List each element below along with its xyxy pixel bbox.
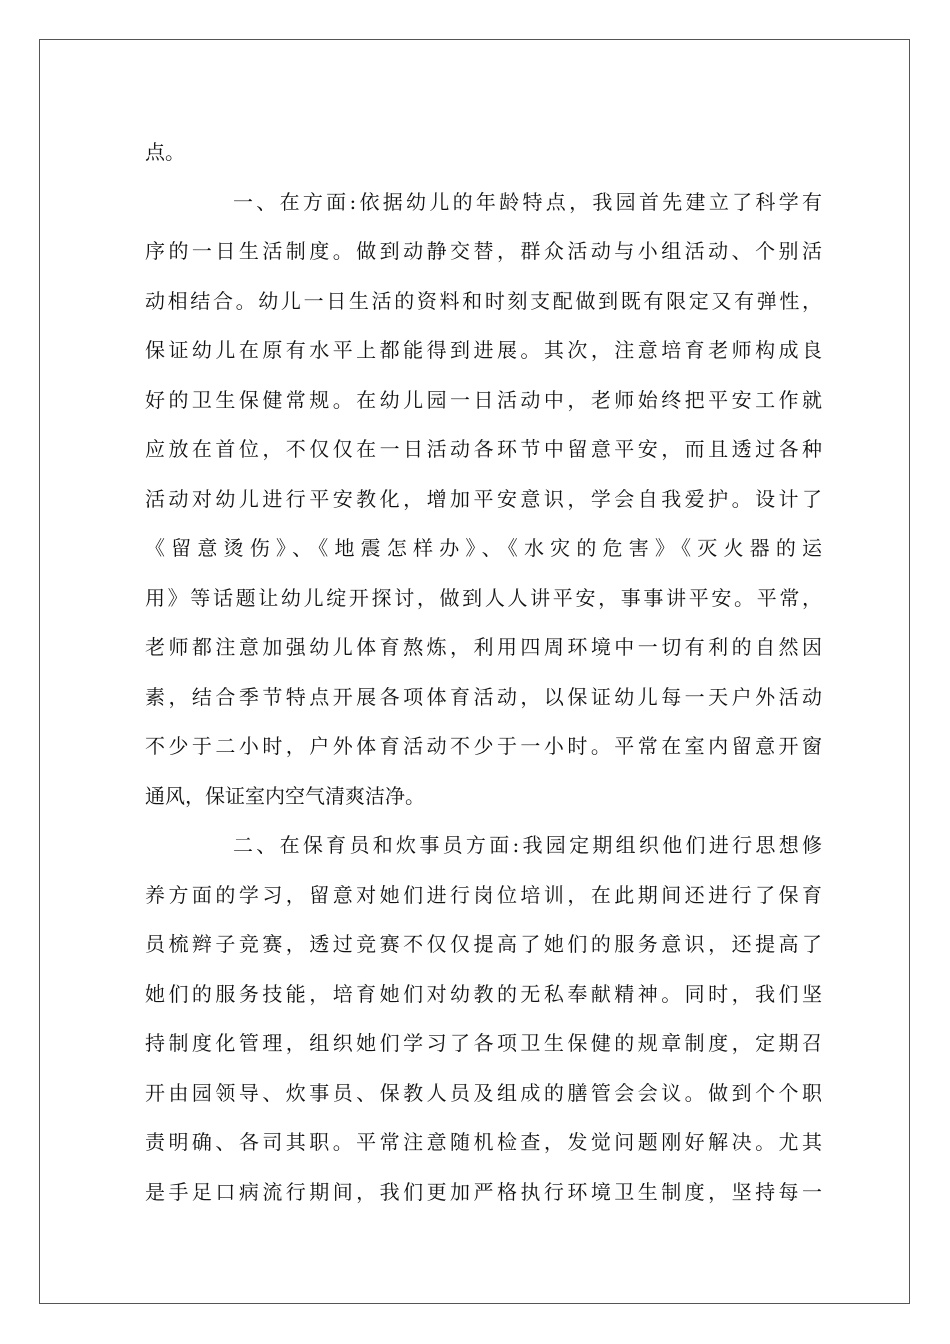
text-line: 好的卫生保健常规。在幼儿园一日活动中，老师始终把平安工作就 [145, 387, 822, 412]
text-line: 用》等话题让幼儿绽开探讨，做到人人讲平安，事事讲平安。平常， [145, 585, 822, 610]
text-line: 是手足口病流行期间，我们更加严格执行环境卫生制度，坚持每一 [145, 1179, 822, 1204]
text-line: 不少于二小时，户外体育活动不少于一小时。平常在室内留意开窗 [145, 734, 822, 758]
text-line: 通风，保证室内空气清爽洁净。 [145, 783, 425, 808]
text-line: 养方面的学习，留意对她们进行岗位培训，在此期间还进行了保育 [145, 882, 822, 907]
text-line: 开由园领导、炊事员、保教人员及组成的膳管会会议。做到个个职 [145, 1080, 822, 1105]
document-body [145, 128, 822, 1217]
paragraph-two-start: 二、在保育员和炊事员方面:我园定期组织他们进行思想修 [233, 833, 822, 857]
text-line: 老师都注意加强幼儿体育熬炼，利用四周环境中一切有利的自然因 [145, 635, 822, 659]
text-line: 她们的服务技能，培育她们对幼教的无私奉献精神。同时，我们坚 [145, 981, 822, 1006]
text-line: 持制度化管理，组织她们学习了各项卫生保健的规章制度，定期召 [145, 1031, 822, 1055]
paragraph-one-start: 一、在方面:依据幼儿的年龄特点，我园首先建立了科学有 [233, 189, 822, 214]
text-line: 素，结合季节特点开展各项体育活动，以保证幼儿每一天户外活动 [145, 684, 822, 709]
text-line: 动相结合。幼儿一日生活的资料和时刻支配做到既有限定又有弹性， [145, 288, 822, 313]
text-line: 责明确、各司其职。平常注意随机检查，发觉问题刚好解决。尤其 [145, 1130, 822, 1154]
text-line: 活动对幼儿进行平安教化，增加平安意识，学会自我爱护。设计了 [145, 486, 822, 511]
text-line: 保证幼儿在原有水平上都能得到进展。其次，注意培育老师构成良 [145, 338, 822, 362]
text-line: 《留意烫伤》、《地震怎样办》、《水灾的危害》《灭火器的运 [145, 536, 822, 560]
text-line: 点。 [145, 140, 185, 164]
text-line: 序的一日生活制度。做到动静交替，群众活动与小组活动、个别活 [145, 239, 822, 263]
text-line: 应放在首位，不仅仅在一日活动各环节中留意平安，而且透过各种 [145, 437, 822, 461]
text-line: 员梳辫子竞赛，透过竞赛不仅仅提高了她们的服务意识，还提高了 [145, 932, 822, 956]
